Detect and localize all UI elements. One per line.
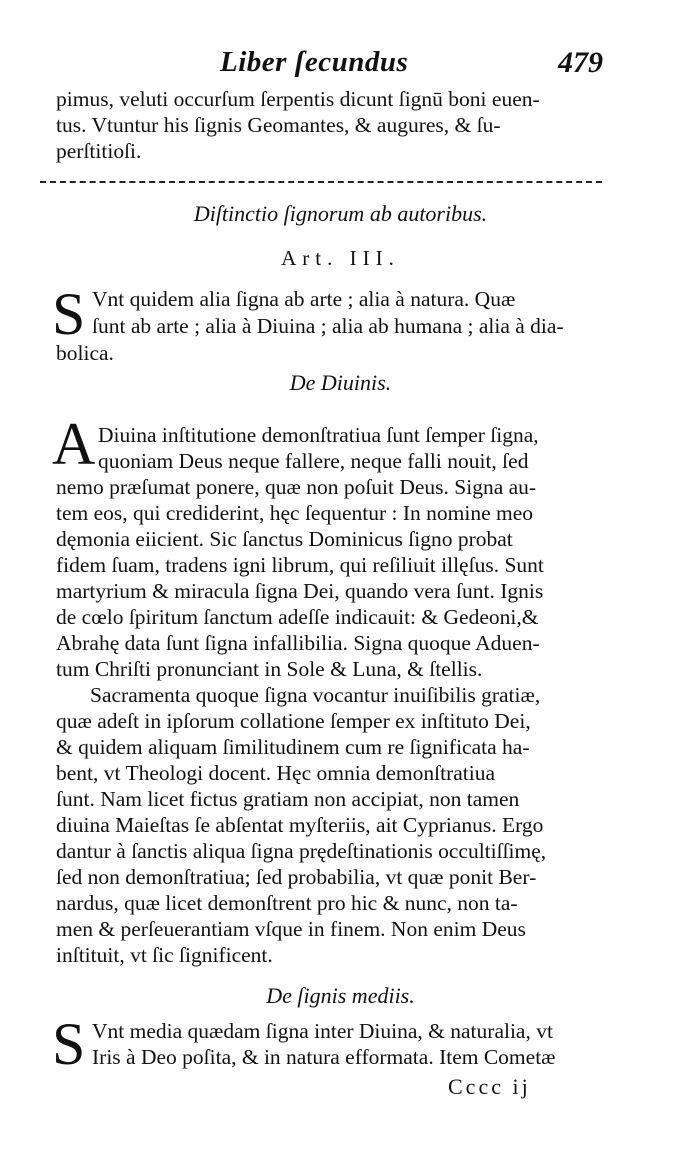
text-line: & quidem aliquam ſimilitudinem cum re ſignificata ha-	[56, 735, 530, 759]
section-divider	[40, 181, 602, 183]
text-line: perſtitioſi.	[56, 139, 142, 163]
text-line: ſed non demonſtratiua; ſed probabilia, vt quæ ponit Ber-	[56, 865, 537, 889]
drop-cap: A	[52, 411, 96, 477]
drop-cap: S	[52, 1011, 86, 1077]
drop-cap: S	[52, 281, 86, 347]
text-line: quoniam Deus neque fallere, neque falli nouit, ſed	[98, 449, 529, 473]
article-label: Art. III.	[281, 246, 400, 270]
page-number: 479	[558, 46, 603, 79]
text-line: ſunt. Nam licet fictus gratiam non accipiat, non tamen	[56, 787, 520, 811]
text-line: Iris à Deo poſita, & in natura efformata. Item Cometæ	[92, 1045, 556, 1069]
text-line: inſtituit, vt ſic ſignificent.	[56, 943, 273, 967]
text-line: tus. Vtuntur his ſignis Geomantes, & augures, & ſu-	[56, 113, 501, 137]
text-line: Diuina inſtitutione demonſtratiua ſunt ſemper ſigna,	[98, 423, 539, 447]
text-line: pimus, veluti occurſum ſerpentis dicunt ſignū boni euen-	[56, 87, 540, 111]
text-line: nardus, quæ licet demonſtrent pro hic & nunc, non ta-	[56, 891, 518, 915]
section-title: Diſtinctio ſignorum ab autoribus.	[193, 201, 488, 226]
text-line: men & perſeuerantiam vſque in finem. Non enim Deus	[56, 917, 526, 941]
text-line: Vnt quidem alia ſigna ab arte ; alia à natura. Quæ	[92, 287, 516, 311]
running-head	[0, 46, 681, 86]
text-line: de cœlo ſpiritum ſanctum adeſſe indicauit: & Gedeoni,&	[56, 605, 539, 629]
text-line: quæ adeſt in ipſorum collatione ſemper ex inſtituto Dei,	[56, 709, 531, 733]
text-line: Abrahę data ſunt ſigna infallibilia. Signa quoque Aduen-	[56, 631, 540, 655]
text-line: Sacramenta quoque ſigna vocantur inuiſibilis gratiæ,	[90, 683, 541, 707]
running-title: Liber ſecundus	[220, 46, 409, 78]
text-line: fidem ſuam, tradens igni librum, qui reſiliuit illęſus. Sunt	[56, 553, 544, 577]
text-line: Vnt media quædam ſigna inter Diuina, & naturalia, vt	[92, 1019, 553, 1043]
text-line: dantur à ſanctis aliqua ſigna prędeſtinationis occultiſſimę,	[56, 839, 547, 863]
text-line: bent, vt Theologi docent. Hęc omnia demonſtratiua	[56, 761, 496, 785]
text-line: diuina Maieſtas ſe abſentat myſteriis, ait Cyprianus. Ergo	[56, 813, 544, 837]
text-line: ſunt ab arte ; alia à Diuina ; alia ab humana ; alia à dia-	[92, 314, 564, 338]
section-heading: De ſignis mediis.	[266, 983, 415, 1008]
text-line: tem eos, qui crediderint, hęc ſequentur : In nomine meo	[56, 501, 534, 525]
text-line: dęmonia eiicient. Sic ſanctus Dominicus ſigno probat	[56, 527, 513, 551]
text-line: martyrium & miracula ſigna Dei, quando vera ſunt. Ignis	[56, 579, 544, 603]
text-line: nemo præſumat ponere, quæ non poſuit Deus. Signa au-	[56, 475, 537, 499]
text-line: tum Chriſti pronunciant in Sole & Luna, & ſtellis.	[56, 657, 483, 681]
text-line: bolica.	[56, 341, 114, 365]
section-heading: De Diuinis.	[289, 370, 392, 395]
signature-mark: Cccc ij	[448, 1074, 531, 1099]
